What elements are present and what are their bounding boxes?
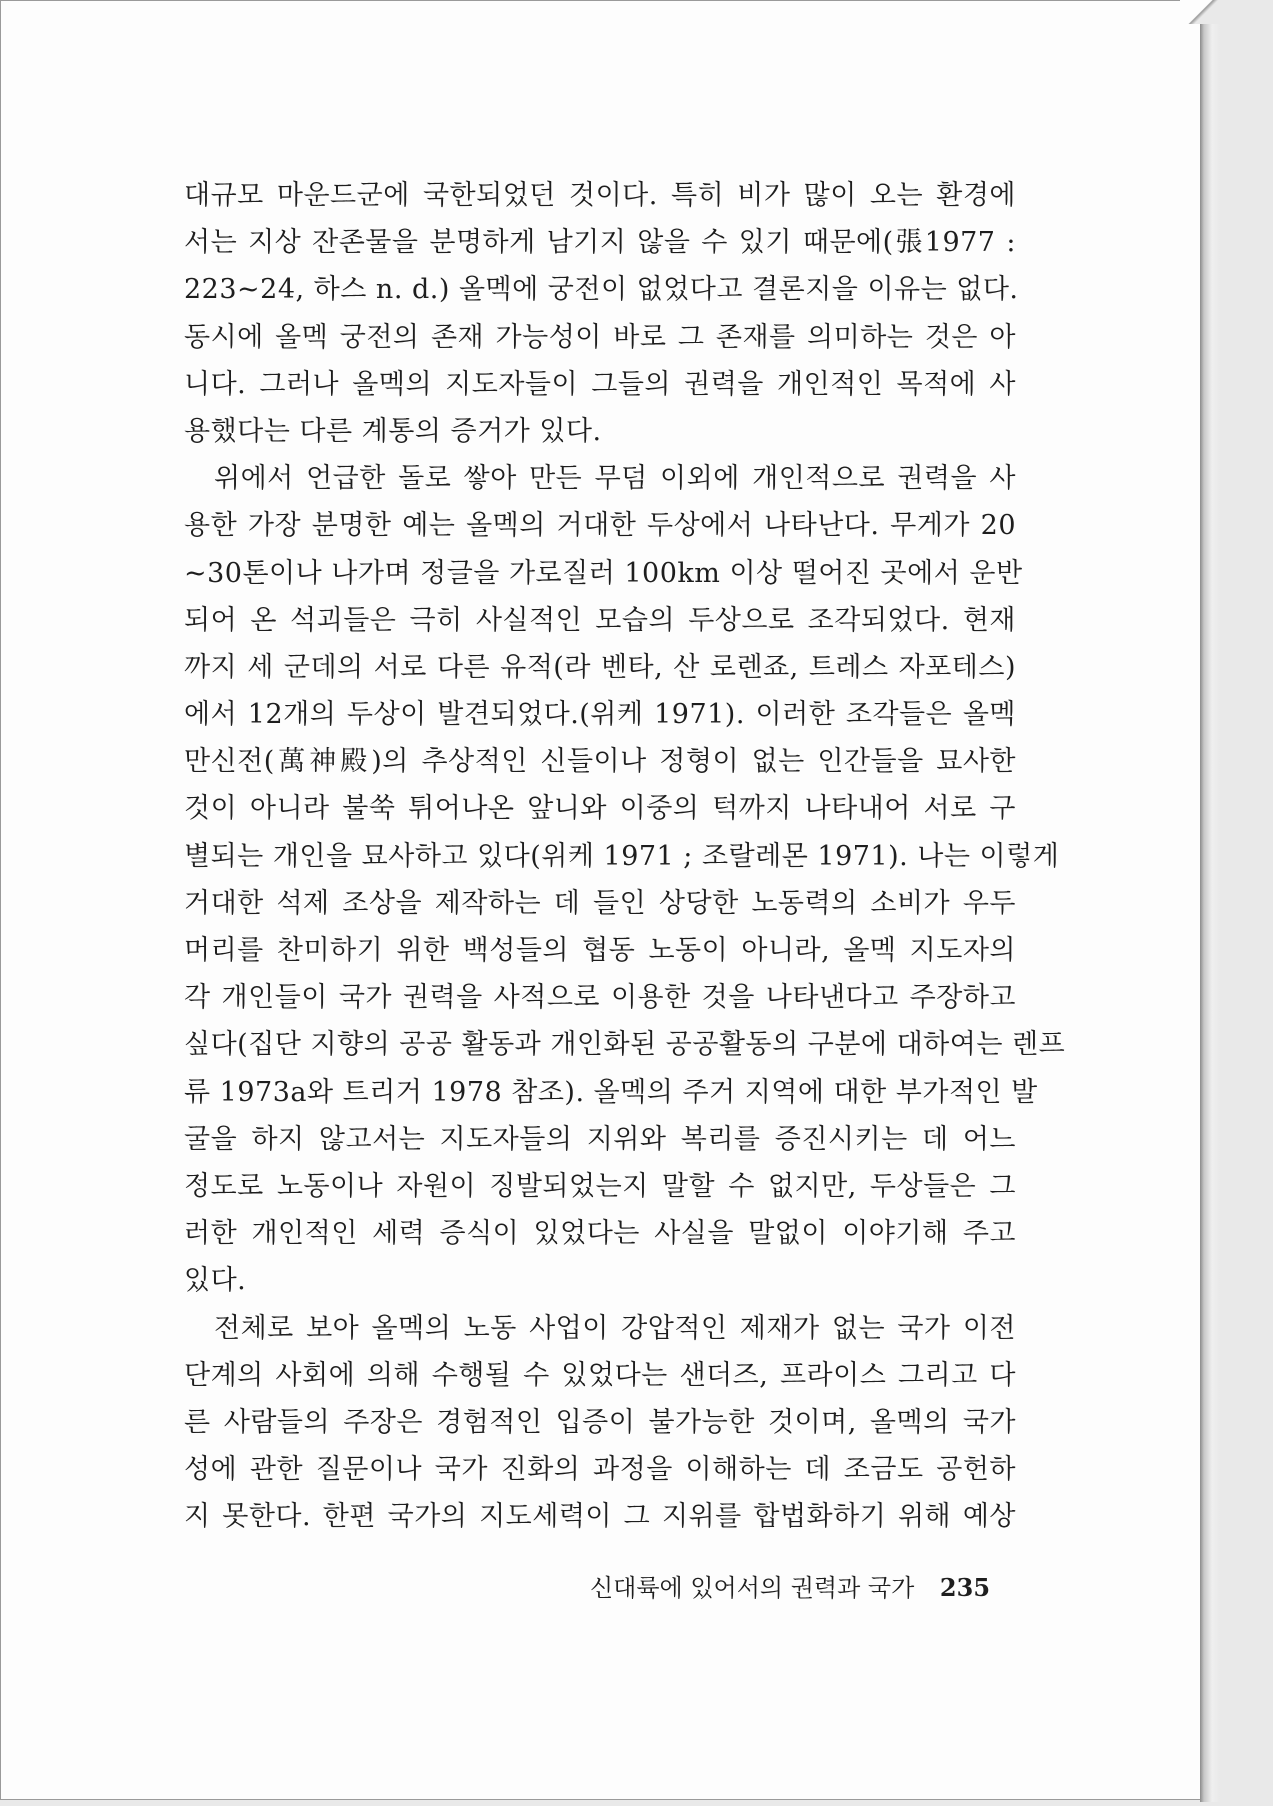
text-line: 전체로 보아 올멕의 노동 사업이 강압적인 제재가 없는 국가 이전 <box>214 1312 1016 1344</box>
text-line: 대규모 마운드군에 국한되었던 것이다. 특히 비가 많이 오는 환경에 <box>184 180 1016 211</box>
page-number: 235 <box>939 1573 991 1602</box>
text-line: 지 못한다. 한편 국가의 지도세력이 그 지위를 합법화하기 위해 예상 <box>184 1501 1016 1533</box>
text-line: 만신전(萬神殿)의 추상적인 신들이나 정형이 없는 인간들을 묘사한 <box>184 746 1016 778</box>
text-line: 위에서 언급한 돌로 쌓아 만든 무덤 이외에 개인적으로 권력을 사 <box>214 463 1016 495</box>
text-line: 굴을 하지 않고서는 지도자들의 지위와 복리를 증진시키는 데 어느 <box>184 1123 1016 1155</box>
text-line: 류 1973a와 트리거 1978 참조). 올멕의 주거 지역에 대한 부가적인 발 <box>184 1076 1038 1108</box>
text-line: 에서 12개의 두상이 발견되었다.(위케 1971). 이러한 조각들은 올멕 <box>184 699 1016 731</box>
running-title: 신대륙에 있어서의 권력과 국가 <box>590 1574 915 1602</box>
page-corner <box>1180 0 1220 24</box>
text-line: ~30톤이나 나가며 정글을 가로질러 100km 이상 떨어진 곳에서 운반 <box>184 557 1023 589</box>
text-line: 른 사람들의 주장은 경험적인 입증이 불가능한 것이며, 올멕의 국가 <box>184 1406 1016 1438</box>
body-text <box>184 172 1066 1540</box>
text-line: 싶다(집단 지향의 공공 활동과 개인화된 공공활동의 구분에 대하여는 렌프 <box>184 1029 1066 1061</box>
text-line: 정도로 노동이나 자원이 징발되었는지 말할 수 없지만, 두상들은 그 <box>184 1170 1016 1202</box>
text-line: 용했다는 다른 계통의 증거가 있다. <box>184 415 602 447</box>
text-line: 각 개인들이 국가 권력을 사적으로 이용한 것을 나타낸다고 주장하고 <box>184 982 1016 1014</box>
text-line: 단계의 사회에 의해 수행될 수 있었다는 샌더즈, 프라이스 그리고 다 <box>184 1359 1016 1391</box>
text-line: 머리를 찬미하기 위한 백성들의 협동 노동이 아니라, 올멕 지도자의 <box>184 935 1016 966</box>
text-line: 니다. 그러나 올멕의 지도자들이 그들의 권력을 개인적인 목적에 사 <box>184 368 1016 400</box>
text-line: 되어 온 석괴들은 극히 사실적인 모습의 두상으로 조각되었다. 현재 <box>184 604 1016 636</box>
text-line: 거대한 석제 조상을 제작하는 데 들인 상당한 노동력의 소비가 우두 <box>184 887 1016 919</box>
text-line: 동시에 올멕 궁전의 존재 가능성이 바로 그 존재를 의미하는 것은 아 <box>184 321 1016 353</box>
page-edge-shadow <box>1200 4 1220 1802</box>
text-line: 용한 가장 분명한 예는 올멕의 거대한 두상에서 나타난다. 무게가 20 <box>184 510 1016 542</box>
page-footer <box>590 1568 1010 1603</box>
text-line: 있다. <box>184 1265 247 1297</box>
text-line: 223~24, 하스 n. d.) 올멕에 궁전이 없었다고 결론지을 이유는 없다. <box>184 274 1019 306</box>
text-line: 것이 아니라 불쑥 튀어나온 앞니와 이중의 턱까지 나타내어 서로 구 <box>184 793 1016 825</box>
text-line: 서는 지상 잔존물을 분명하게 남기지 않을 수 있기 때문에(張1977 : <box>184 227 1016 259</box>
text-line: 러한 개인적인 세력 증식이 있었다는 사실을 말없이 이야기해 주고 <box>184 1218 1016 1250</box>
text-line: 별되는 개인을 묘사하고 있다(위케 1971 ; 조랄레몬 1971). 나는 이렇게 <box>184 840 1060 872</box>
text-line: 까지 세 군데의 서로 다른 유적(라 벤타, 산 로렌죠, 트레스 자포테스) <box>184 651 1016 683</box>
text-line: 성에 관한 질문이나 국가 진화의 과정을 이해하는 데 조금도 공헌하 <box>184 1454 1016 1486</box>
